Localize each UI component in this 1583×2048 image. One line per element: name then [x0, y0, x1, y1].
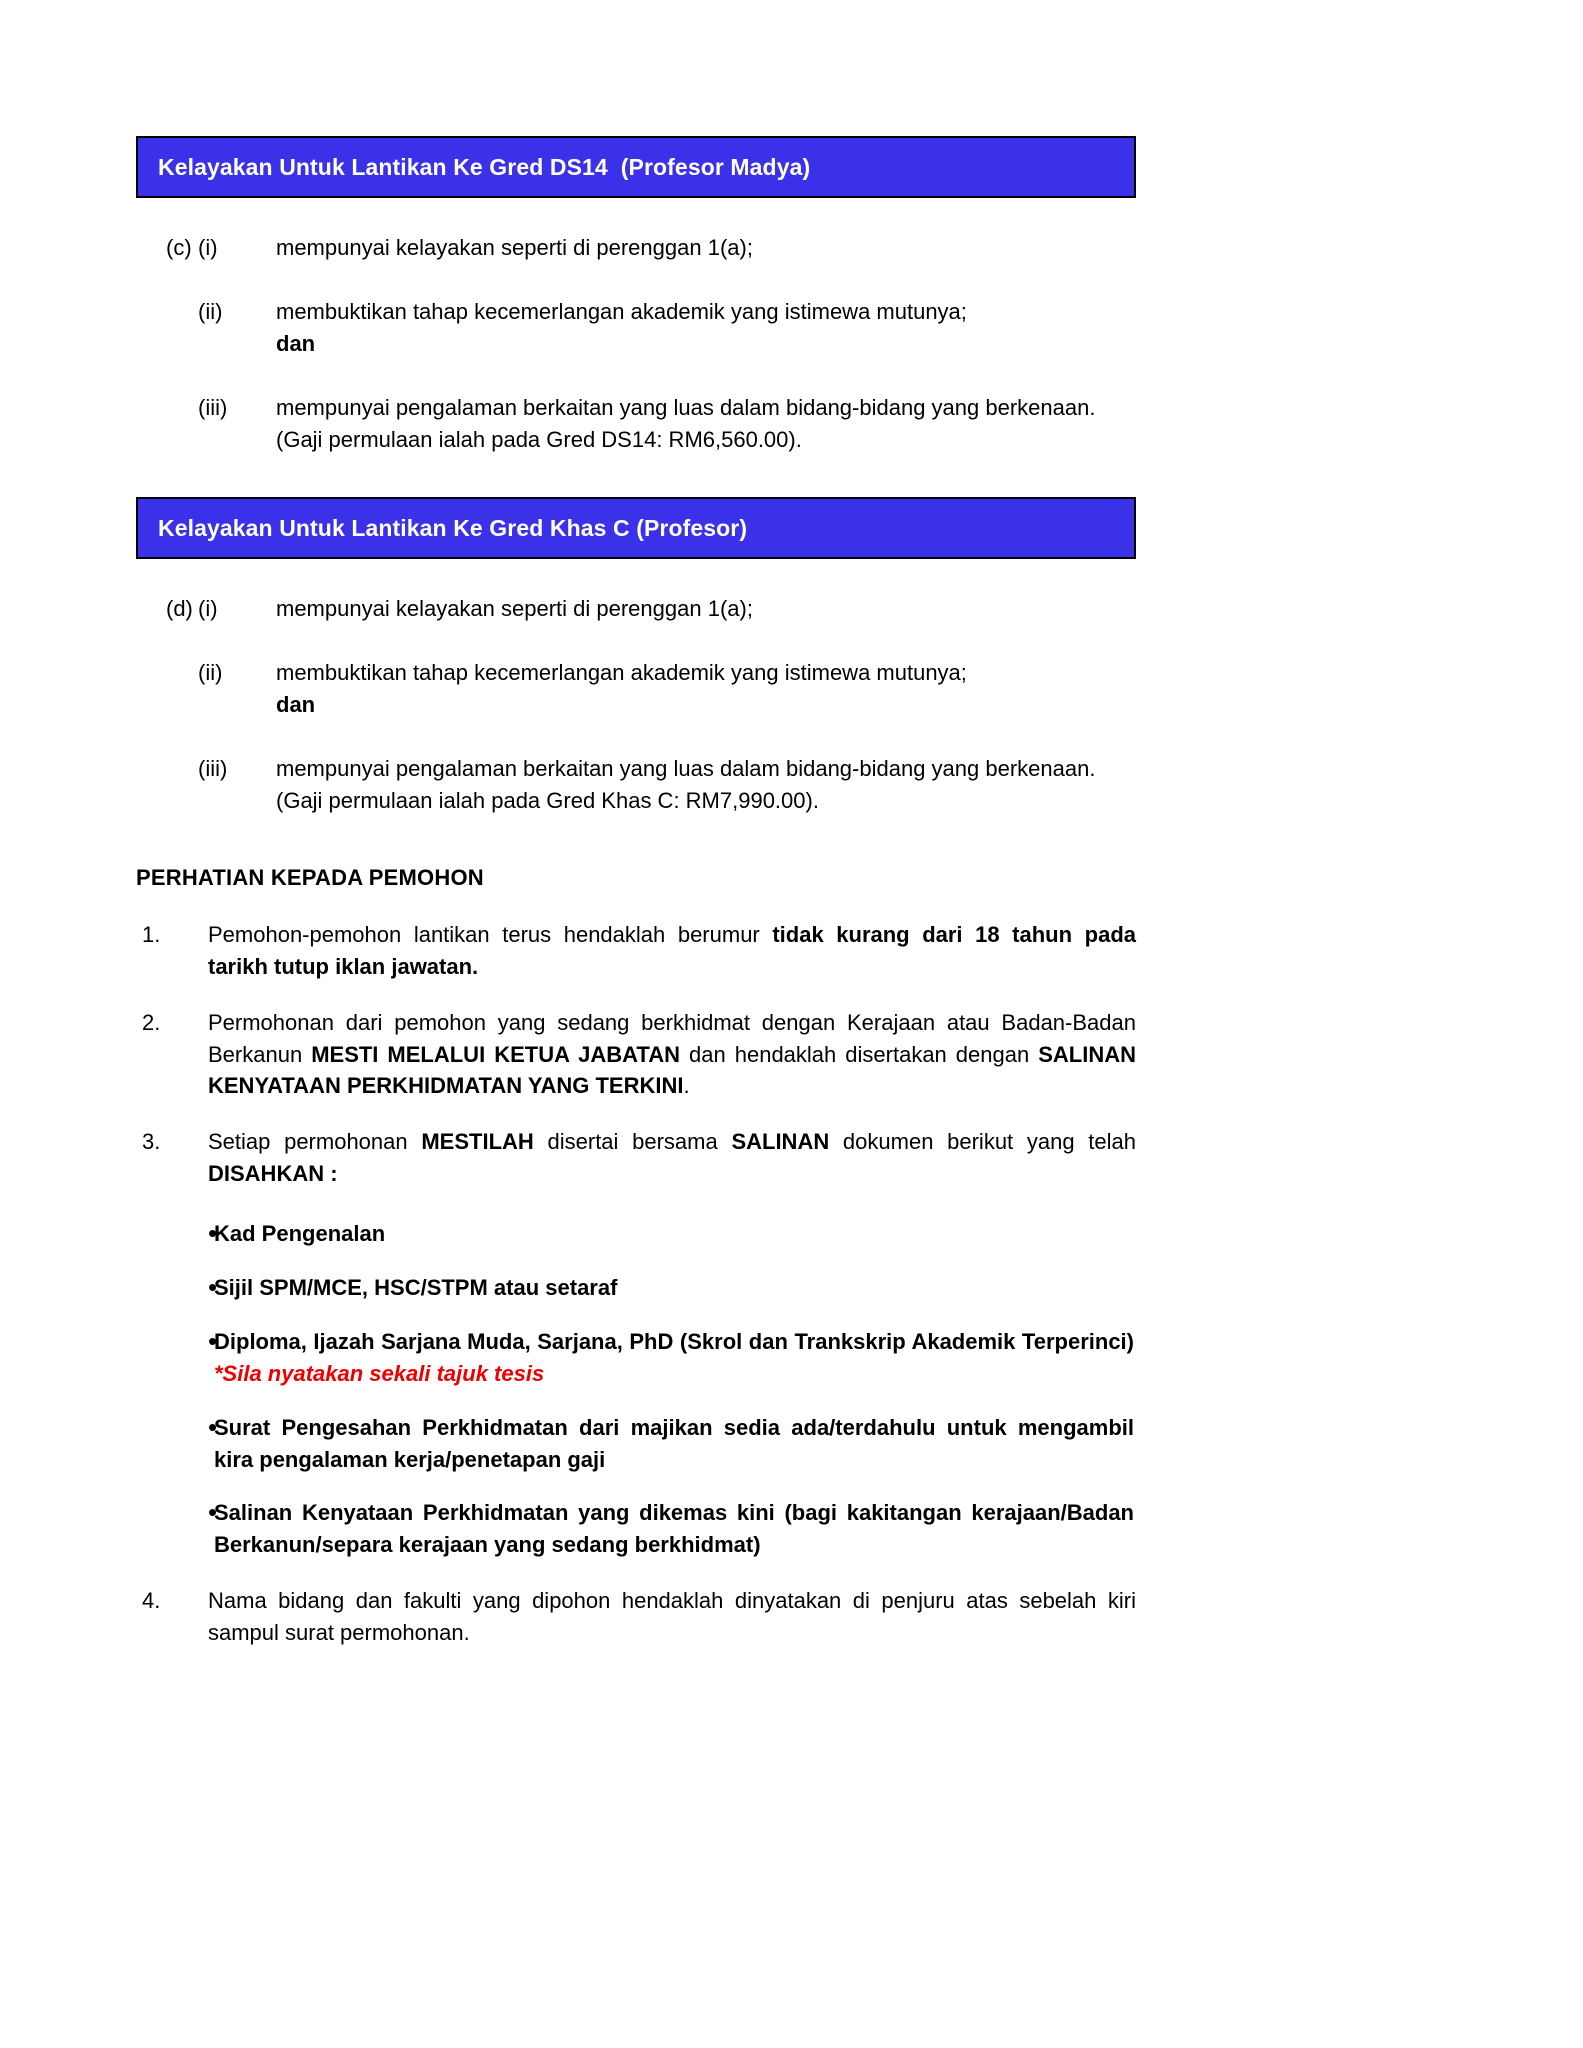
notice-item-2-part3: .	[683, 1073, 690, 1099]
notice-item-2-bold2: SALINAN KENYATAAN PERKHIDMATAN YANG TERKINI	[208, 1041, 1136, 1099]
notice-item-4-marker: 4.	[142, 1588, 161, 1614]
clause-roman-c-i: (i)	[198, 235, 218, 260]
clause-row-d-i	[136, 593, 1136, 625]
notice-item-3-bold1: MESTILAH	[421, 1129, 534, 1155]
clause-letter-d: (d)	[166, 596, 193, 622]
clause-roman-d-i: (i)	[198, 596, 218, 622]
clause-text-c-iii-main: mempunyai pengalaman berkaitan yang luas dalam bidang-bidang yang berkenaan.	[276, 394, 1096, 420]
notice-item-2-body	[208, 1007, 1136, 1103]
notice-gap	[136, 817, 1136, 865]
bullet-icon: •	[208, 1497, 218, 1528]
clause-block-khasc	[136, 593, 1136, 816]
clause-block-ds14	[136, 232, 1136, 455]
list-item	[136, 1272, 1136, 1304]
bullet-text-salinan-kenyataan: Salinan Kenyataan Perkhidmatan yang dikemas kini (bagi kakitangan kerajaan/Badan Berkanun/separa kerajaan yang sedang berkhidmat)	[214, 1500, 1134, 1558]
clause-text-d-ii-main: membuktikan tahap kecemerlangan akademik yang istimewa mutunya;	[276, 660, 967, 686]
clause-text-d-iii	[276, 753, 1136, 817]
notice-item-3-part3: dokumen berikut yang telah	[829, 1129, 1136, 1155]
clause-row-d-iii	[136, 753, 1136, 817]
clause-text-c-i: mempunyai kelayakan seperti di perenggan 1(a);	[276, 235, 753, 260]
bullet-icon: •	[208, 1411, 218, 1442]
notice-item-2-marker: 2.	[142, 1009, 161, 1035]
clause-text-d-iii-main: mempunyai pengalaman berkaitan yang luas dalam bidang-bidang yang berkenaan.	[276, 756, 1096, 782]
list-item	[136, 1326, 1136, 1390]
section-banner-ds14-title: Kelayakan Untuk Lantikan Ke Gred DS14 (Profesor Madya)	[158, 153, 811, 180]
document-content	[136, 0, 1136, 1649]
notice-item-1-bold: tidak kurang dari 18 tahun pada tarikh tutup iklan jawatan.	[208, 921, 1136, 979]
clause-row-c-ii	[136, 296, 1136, 360]
list-item	[136, 1412, 1136, 1476]
clause-text-c-ii	[276, 296, 1136, 360]
notice-item-3-part1: Setiap permohonan	[208, 1129, 422, 1155]
clause-text-d-ii-dan: dan	[276, 692, 316, 718]
section-banner-khasc-title: Kelayakan Untuk Lantikan Ke Gred Khas C (Profesor)	[158, 514, 748, 541]
top-spacer	[136, 0, 1136, 136]
section-banner-khasc	[136, 497, 1136, 559]
notice-item-1-marker: 1.	[142, 921, 161, 947]
bullet-text-surat-pengesahan: Surat Pengesahan Perkhidmatan dari majikan sedia ada/terdahulu untuk mengambil kira pengalaman kerja/penetapan gaji	[214, 1414, 1134, 1472]
notice-item-3-body	[208, 1126, 1136, 1190]
notice-item-4	[136, 1585, 1136, 1649]
list-item	[136, 1497, 1136, 1561]
notice-item-2-bold1: MESTI MELALUI KETUA JABATAN	[311, 1041, 681, 1067]
notice-item-3	[136, 1126, 1136, 1190]
clause-row-d-ii	[136, 657, 1136, 721]
notice-item-2	[136, 1007, 1136, 1103]
clause-text-d-ii	[276, 657, 1136, 721]
clause-roman-d-iii: (iii)	[198, 756, 228, 782]
clause-row-c-iii	[136, 392, 1136, 456]
section-banner-ds14	[136, 136, 1136, 198]
notice-item-2-part1: Permohonan dari pemohon yang sedang berkhidmat dengan Kerajaan atau Badan-Badan Berkanun	[208, 1009, 1136, 1067]
section-gap	[136, 455, 1136, 497]
clause-roman-c-ii: (ii)	[198, 298, 223, 324]
bullet-icon: •	[208, 1325, 218, 1356]
clause-text-c-ii-dan: dan	[276, 330, 316, 356]
notice-item-4-body: Nama bidang dan fakulti yang dipohon hendaklah dinyatakan di penjuru atas sebelah kiri sampul surat permohonan.	[208, 1588, 1136, 1646]
notice-item-3-part2: disertai bersama	[533, 1129, 732, 1155]
notice-item-3-bold2: SALINAN	[731, 1129, 830, 1155]
bullet-text-diploma	[214, 1326, 1136, 1390]
notice-item-3-bold3: DISAHKAN :	[208, 1161, 338, 1187]
bullet-icon: •	[208, 1218, 218, 1249]
clause-row-c-i	[136, 232, 1136, 264]
notice-item-1-part1: Pemohon-pemohon lantikan terus hendaklah berumur	[208, 921, 773, 947]
notice-item-3-marker: 3.	[142, 1129, 161, 1155]
clause-roman-c-iii: (iii)	[198, 394, 228, 420]
notice-item-2-part2: dan hendaklah disertakan dengan	[680, 1041, 1039, 1067]
bullet-text-kad-pengenalan: Kad Pengenalan	[214, 1221, 386, 1247]
clause-note-khasc-salary: (Gaji permulaan ialah pada Gred Khas C: RM7,990.00).	[276, 788, 819, 814]
clause-text-c-ii-main: membuktikan tahap kecemerlangan akademik yang istimewa mutunya;	[276, 298, 967, 324]
list-item	[136, 1218, 1136, 1250]
clause-text-d-i: mempunyai kelayakan seperti di perenggan 1(a);	[276, 596, 753, 622]
bullet-text-diploma-main: Diploma, Ijazah Sarjana Muda, Sarjana, PhD (Skrol dan Trankskrip Akademik Terperinci)	[214, 1328, 1134, 1354]
clause-note-ds14-salary: (Gaji permulaan ialah pada Gred DS14: RM6,560.00).	[276, 426, 802, 452]
notice-item-1-body	[208, 919, 1136, 983]
bullet-text-diploma-note: *Sila nyatakan sekali tajuk tesis	[214, 1360, 545, 1386]
notice-item-1	[136, 919, 1136, 983]
bullet-text-sijil-spm: Sijil SPM/MCE, HSC/STPM atau setaraf	[214, 1275, 618, 1301]
clause-text-c-iii	[276, 392, 1136, 456]
bullet-icon: •	[208, 1272, 218, 1303]
notice-heading: PERHATIAN KEPADA PEMOHON	[136, 864, 484, 890]
clause-roman-d-ii: (ii)	[198, 660, 223, 686]
clause-letter-c: (c)	[166, 235, 192, 260]
